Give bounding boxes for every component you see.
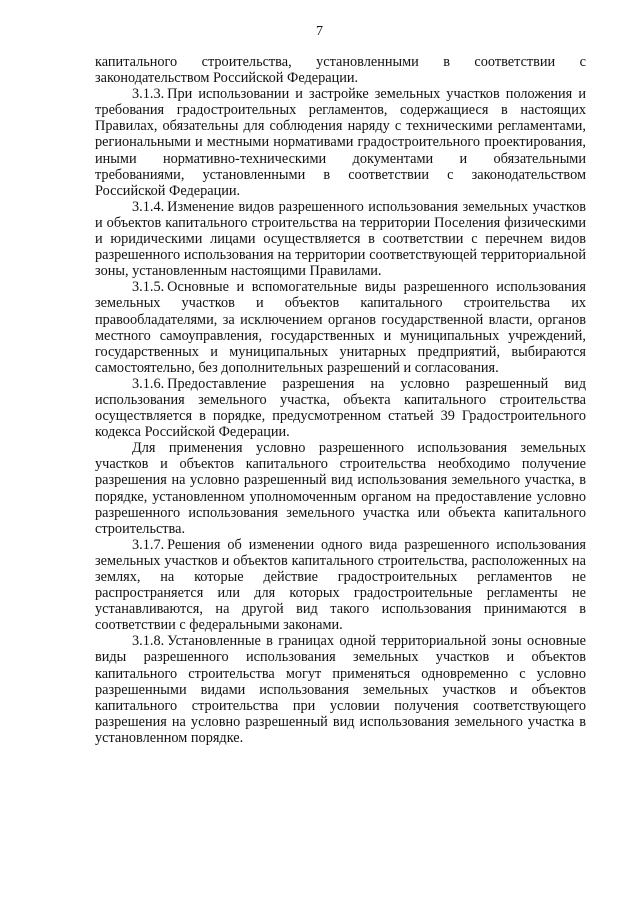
page-number: 7	[316, 24, 323, 39]
clause-text: Изменение видов разрешенного использования земельных участков и объектов капитального строительства на территории Поселения физическими и юридическими лицами осуществляется в соответствии с перечнем видов разрешенного использования на территории соответствующей территориальной зоны, установленным настоящими Правилами.	[95, 198, 586, 280]
clause-text: Решения об изменении одного вида разрешенного использования земельных участков и объектов капитального строительства, расположенных на землях, на которые действие градостроительных регламентов не распространяется или для которых градостроительные регламенты не устанавливаются, на другой вид такого использования принимаются в соответствии с федеральными законами.	[95, 536, 586, 634]
clause-text: Основные и вспомогательные виды разрешенного использования земельных участков и объектов капитального строительства их правообладателями, за исключением органов государственной власти, органов местного самоуправления, государственных и муниципальных учреждений, государственных и муниципальных унитарных предприятий, выбираются самостоятельно, без дополнительных разрешений и согласования.	[95, 279, 586, 376]
clause-3-1-5	[95, 279, 586, 376]
clause-text: Установленные в границах одной территориальной зоны основные виды разрешенного использования земельных участков и объектов капитального строительства могут применяться одновременно с условно разрешенными видами использования земельных участков и объектов капитального строительства при условии получения соответствующего разрешения на условно разрешенный вид использования земельного участка в установленном порядке.	[95, 633, 586, 746]
clause-3-1-8	[95, 633, 586, 746]
clause-3-1-3	[95, 86, 586, 199]
clause-number: 3.1.7.	[132, 536, 165, 553]
clause-number: 3.1.3.	[132, 86, 165, 103]
paragraph-conditional-use	[95, 440, 586, 537]
paragraph-text: Для применения условно разрешенного использования земельных участков и объектов капитального строительства необходимо получение разрешения на условно разрешенный вид использования земельного участка, в порядке, установленном уполномоченным органом на предоставление условно разрешенного использования земельного участка или объекта капитального строительства.	[95, 440, 586, 537]
clause-3-1-4	[95, 199, 586, 279]
paragraph-text: капитального строительства, установленными в соответствии с законодательством Российской Федерации.	[95, 54, 586, 87]
document-body	[95, 54, 586, 746]
clause-text: Предоставление разрешения на условно разрешенный вид использования земельного участка, объекта капитального строительства осуществляется в порядке, предусмотренном статьей 39 Градостроительного кодекса Российской Федерации.	[95, 375, 586, 441]
clause-number: 3.1.5.	[132, 279, 165, 296]
clause-text: При использовании и застройке земельных участков положения и требования градостроительных регламентов, содержащиеся в настоящих Правилах, обязательны для соблюдения наряду с техническими регламентами, региональными и местными нормативами градостроительного проектирования, иными нормативно-техническими документами и обязательными требованиями, установленными в соответствии с законодательством Российской Федерации.	[95, 86, 586, 199]
clause-number: 3.1.4.	[132, 198, 165, 215]
clause-3-1-6	[95, 376, 586, 440]
clause-3-1-7	[95, 537, 586, 634]
clause-number: 3.1.6.	[132, 375, 165, 392]
paragraph-continuation	[95, 54, 586, 86]
clause-number: 3.1.8.	[132, 633, 165, 650]
